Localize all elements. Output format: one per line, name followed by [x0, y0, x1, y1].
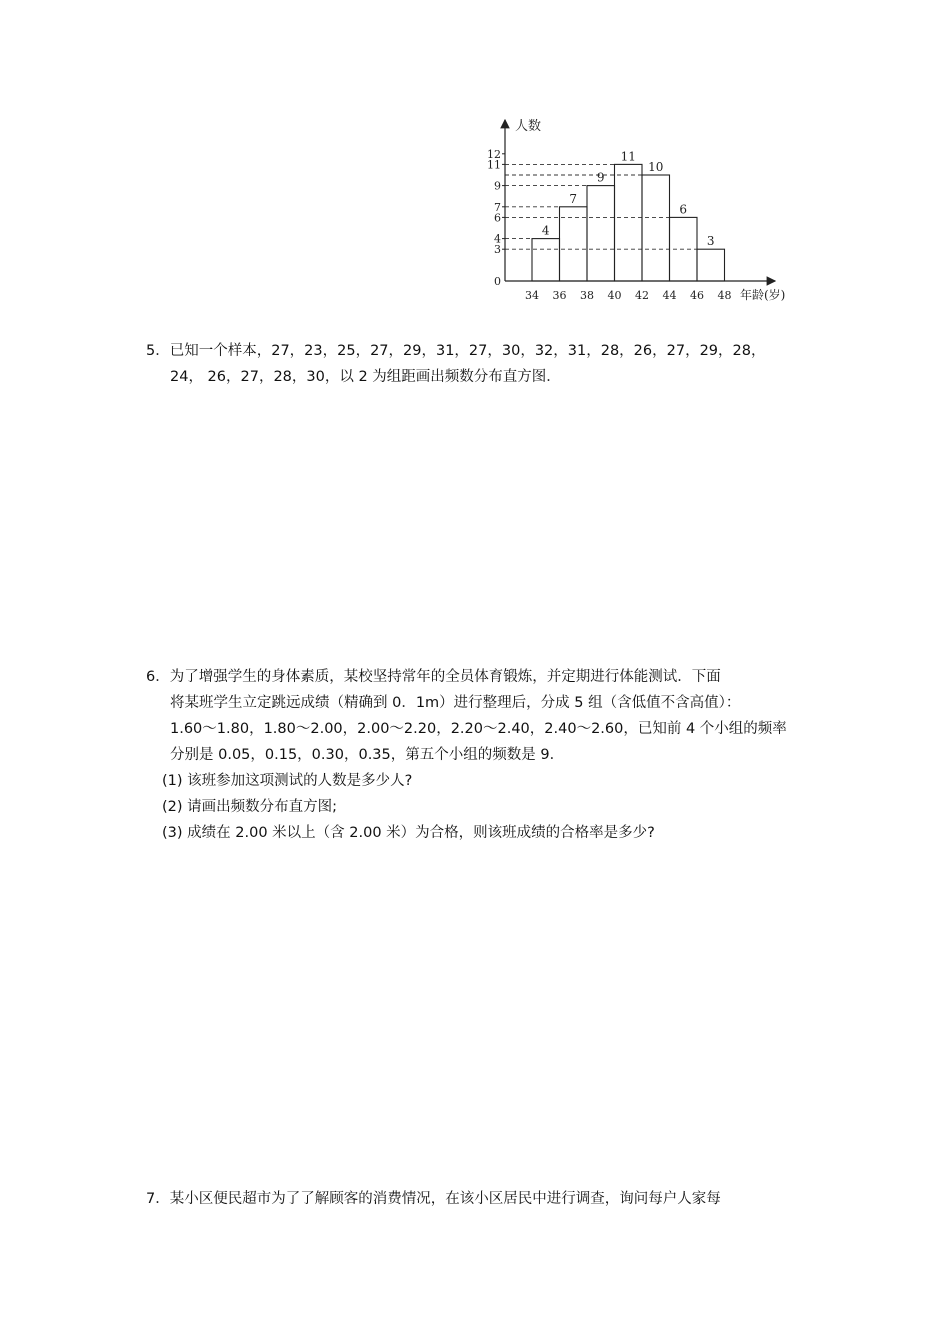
histogram-bar — [697, 249, 725, 281]
x-tick-label: 36 — [552, 289, 567, 302]
bar-value-label: 7 — [569, 191, 578, 206]
q5-line-2: 24， 26，27，28，30，以 2 为组距画出频数分布直方图． — [170, 369, 561, 385]
x-tick-label: 34 — [525, 289, 539, 302]
q7-line-1: 7．某小区便民超市为了了解顾客的消费情况，在该小区居民中进行调查，询问每户人家每 — [146, 1191, 721, 1207]
y-tick-label: 4 — [494, 232, 501, 246]
bar-value-label: 10 — [648, 160, 664, 174]
x-tick-label: 48 — [717, 289, 732, 302]
y-tick-label: 7 — [494, 200, 501, 214]
histogram-bar — [642, 175, 670, 281]
q6-line-3: 1.60～1.80，1.80～2.00，2.00～2.20，2.20～2.40，2.40～2.60，已知前 4 个小组的频率 — [170, 721, 787, 737]
question-5 — [146, 338, 765, 390]
bar-value-label: 4 — [541, 223, 550, 238]
x-tick-label: 46 — [690, 289, 704, 302]
bar-value-label: 11 — [620, 149, 636, 164]
histogram-bar — [532, 239, 560, 281]
question-7 — [146, 1186, 721, 1212]
y-tick-label: 11 — [487, 158, 501, 172]
bar-value-label: 3 — [706, 234, 715, 249]
y-tick-label: 3 — [494, 243, 501, 257]
x-tick-label: 44 — [662, 289, 677, 302]
histogram-bar — [615, 164, 643, 281]
q5-line-1: 5．已知一个样本，27，23，25，27，29，31，27，30，32，31，28，26，27，29，28， — [146, 343, 766, 359]
y-tick-label: 0 — [494, 275, 501, 288]
x-axis-label: 年龄(岁) — [740, 288, 786, 302]
histogram-bar — [587, 186, 615, 281]
y-tick-label: 9 — [494, 179, 501, 193]
y-axis-label: 人数 — [515, 119, 542, 134]
q6-sub-1: (1) 该班参加这项测试的人数是多少人? — [162, 773, 413, 789]
age-histogram — [470, 110, 810, 310]
bar-value-label: 9 — [596, 170, 605, 185]
q6-sub-2: (2) 请画出频数分布直方图; — [162, 799, 338, 815]
y-tick-label: 12 — [487, 147, 501, 161]
histogram-bar — [560, 207, 588, 281]
bar-value-label: 6 — [679, 202, 688, 217]
q6-line-4: 分别是 0.05，0.15，0.30，0.35，第五个小组的频数是 9． — [170, 747, 565, 763]
q6-sub-3: (3) 成绩在 2.00 米以上（含 2.00 米）为合格，则该班成绩的合格率是多少? — [162, 825, 655, 841]
x-tick-label: 38 — [580, 289, 594, 302]
q6-line-2: 将某班学生立定跳远成绩（精确到 0．1m）进行整理后，分成 5 组（含低值不含高值）： — [170, 695, 741, 711]
question-6 — [146, 664, 787, 846]
x-tick-label: 42 — [635, 289, 649, 302]
y-tick-label: 6 — [494, 211, 501, 225]
x-tick-label: 40 — [607, 289, 622, 302]
q6-line-1: 6．为了增强学生的身体素质，某校坚持常年的全员体育锻炼，并定期进行体能测试．下面 — [146, 669, 721, 685]
